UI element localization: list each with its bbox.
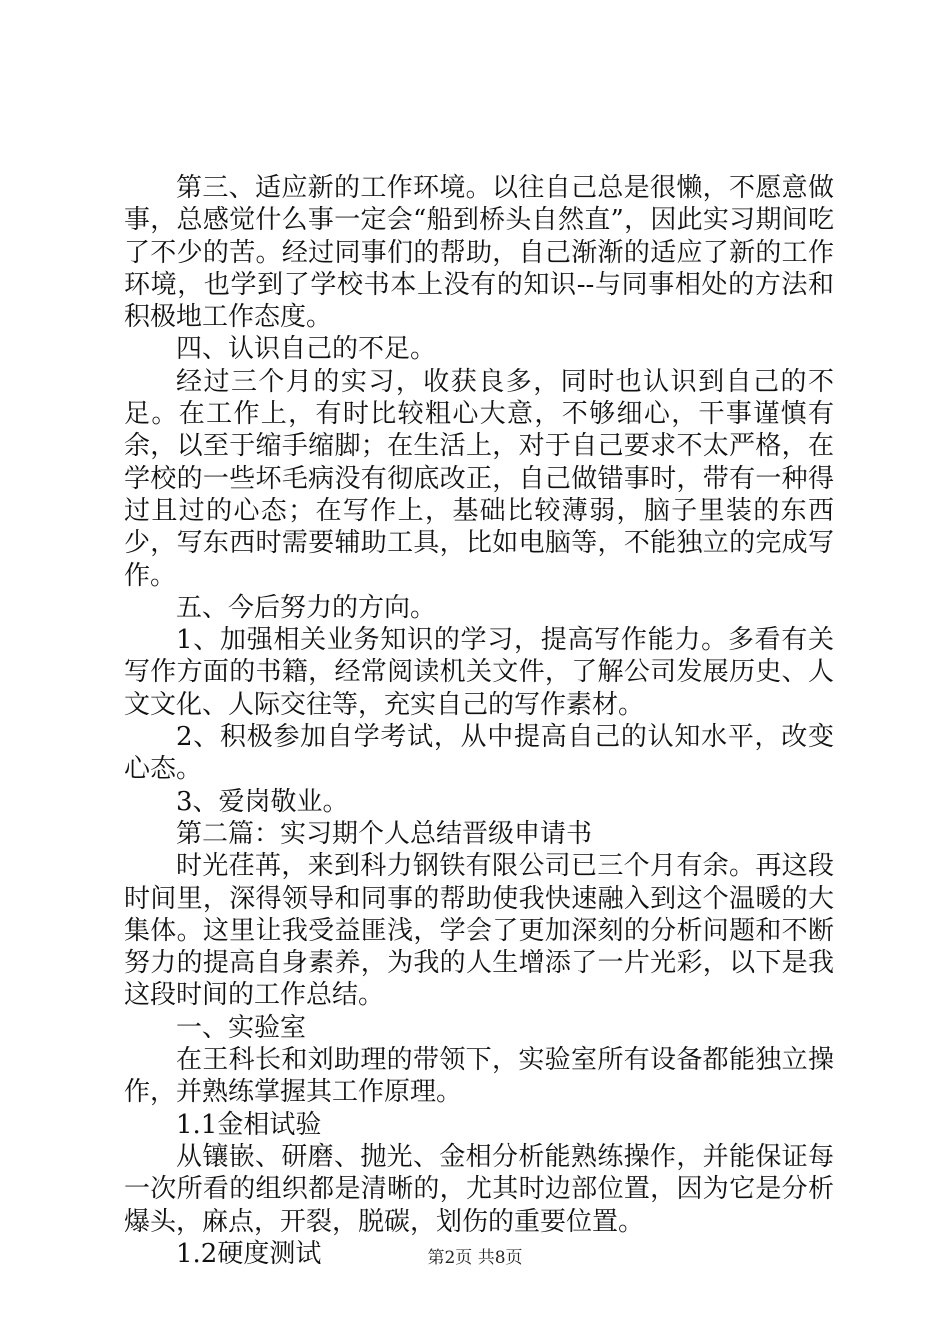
heading-second-article: 第二篇：实习期个人总结晋级申请书 xyxy=(176,818,593,849)
heading-metallographic-test: 1.1金相试验 xyxy=(176,1109,322,1140)
paragraph-item-2: 2、积极参加自学考试，从中提高自己的认知水平，改变心态。 xyxy=(124,722,834,785)
heading-hardness-test: 1.2硬度测试 xyxy=(176,1238,322,1269)
paragraph-laboratory: 在王科长和刘助理的带领下，实验室所有设备都能独立操作，并熟练掌握其工作原理。 xyxy=(124,1045,834,1108)
paragraph-shortcomings: 经过三个月的实习，收获良多，同时也认识到自己的不足。在工作上，有时比较粗心大意，不够细心，干事谨慎有余，以至于缩手缩脚；在生活上，对于自己要求不太严格，在学校的一些坏毛病没有彻底改正，自己做错事时，带有一种得过且过的心态；在写作上，基础比较薄弱，脑子里装的东西少，写东西时需要辅助工具，比如电脑等，不能独立的完成写作。 xyxy=(124,366,834,591)
paragraph-metallographic-test: 从镶嵌、研磨、抛光、金相分析能熟练操作，并能保证每一次所看的组织都是清晰的，尤其时边部位置，因为它是分析爆头，麻点，开裂，脱碳，划伤的重要位置。 xyxy=(124,1141,834,1237)
paragraph-item-1: 1、加强相关业务知识的学习，提高写作能力。多看有关写作方面的书籍，经常阅读机关文件，了解公司发展历史、人文文化、人际交往等，充实自己的写作素材。 xyxy=(124,625,834,720)
paragraph-intro: 时光荏苒，来到科力钢铁有限公司已三个月有余。再这段时间里，深得领导和同事的帮助使我快速融入到这个温暖的大集体。这里让我受益匪浅，学会了更加深刻的分析问题和不断努力的提高自身素养，为我的人生增添了一片光彩，以下是我这段时间的工作总结。 xyxy=(124,851,834,1011)
heading-future-direction: 五、今后努力的方向。 xyxy=(176,592,437,623)
heading-recognize-shortcomings: 四、认识自己的不足。 xyxy=(176,334,437,365)
document-body xyxy=(124,172,834,1270)
paragraph-item-3: 3、爱岗敬业。 xyxy=(176,786,349,817)
paragraph-adapt-environment: 第三、适应新的工作环境。以往自己总是很懒，不愿意做事，总感觉什么事一定会“船到桥头自然直”，因此实习期间吃了不少的苦。经过同事们的帮助，自己渐渐的适应了新的工作环境，也学到了学校书本上没有的知识--与同事相处的方法和积极地工作态度。 xyxy=(124,173,834,333)
heading-laboratory: 一、实验室 xyxy=(176,1012,307,1043)
page-number: 第2页 共8页 xyxy=(427,1248,523,1268)
